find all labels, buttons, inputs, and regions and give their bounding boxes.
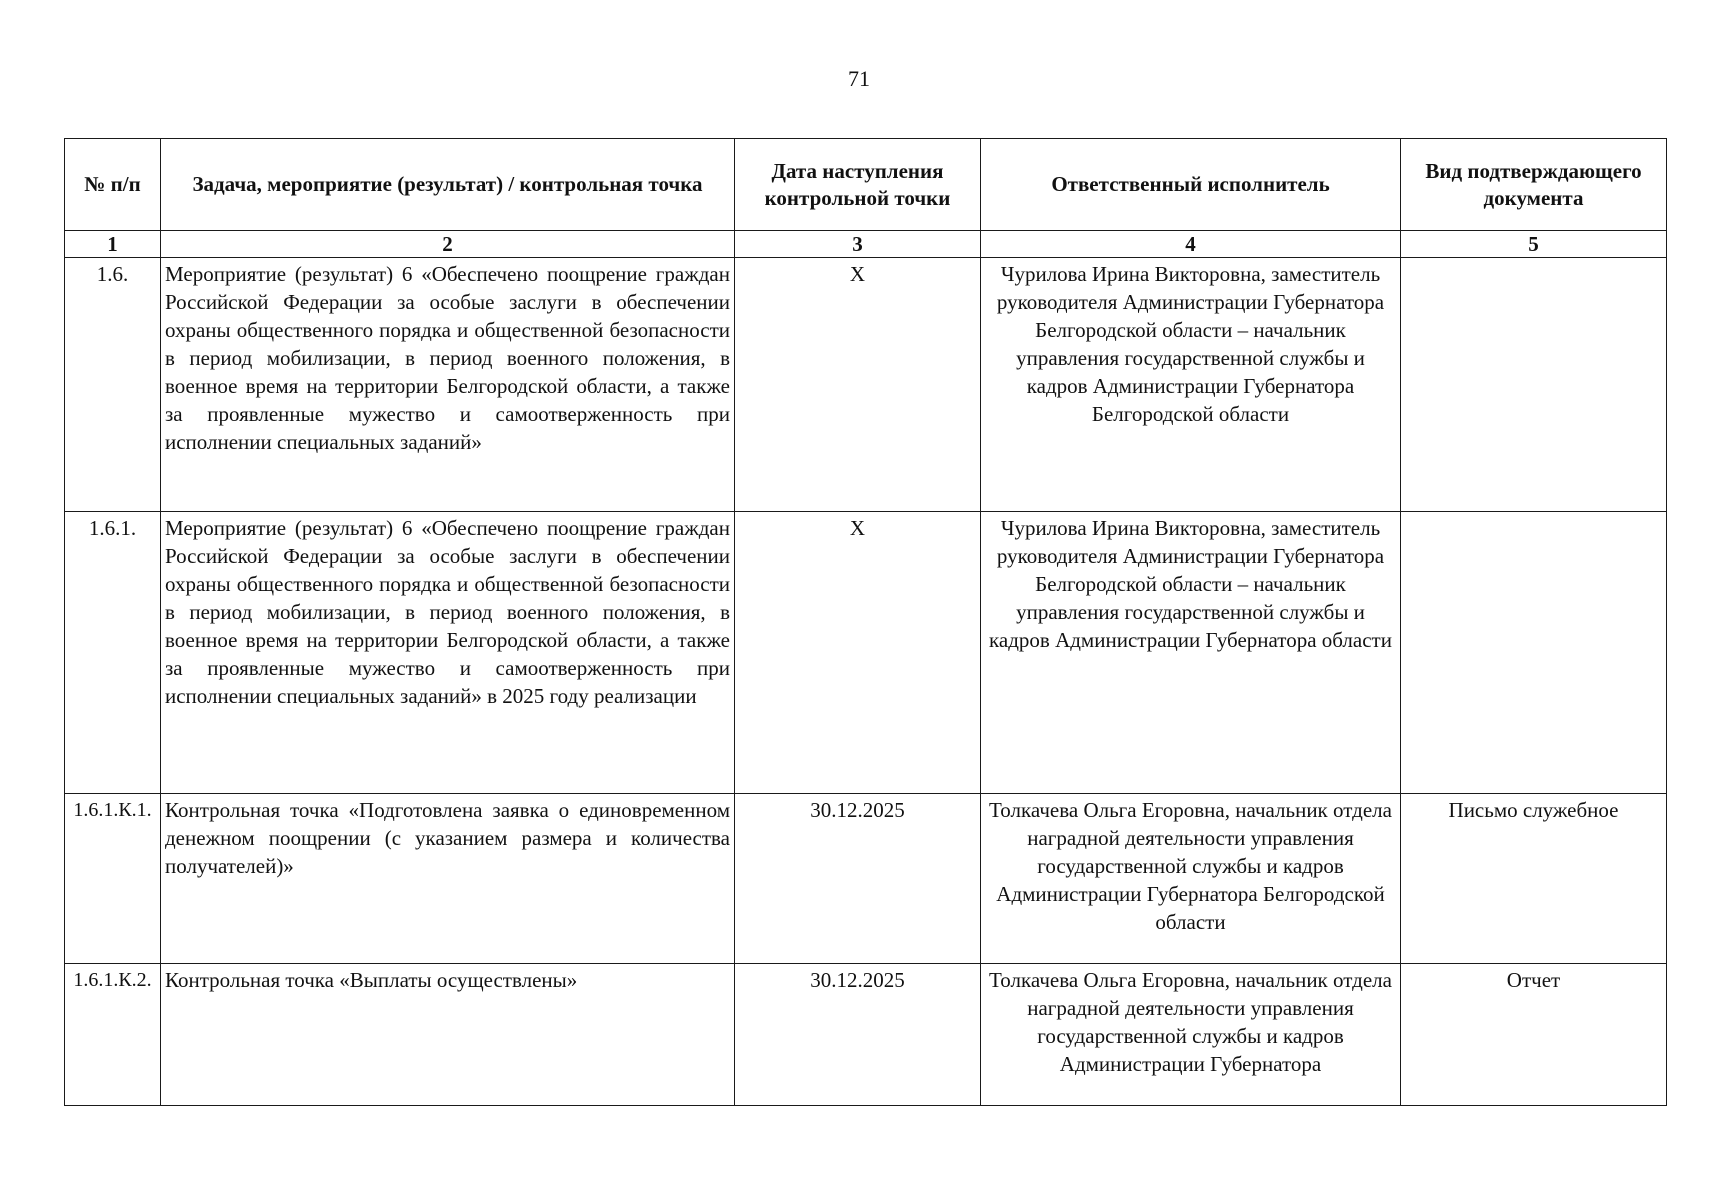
row-document: Отчет: [1401, 964, 1667, 1106]
row-responsible: Чурилова Ирина Викторовна, заместитель руководителя Администрации Губернатора Белгородской области – начальник управления государственной службы и кадров Администрации Губернатора области: [981, 512, 1401, 794]
table-row: [65, 964, 1667, 1106]
row-date: X: [735, 258, 981, 512]
row-task: Контрольная точка «Подготовлена заявка о единовременном денежном поощрении (с указанием размера и количества получателей)»: [161, 794, 735, 964]
header-document: Вид подтверждающего документа: [1401, 139, 1667, 231]
row-number: 1.6.: [65, 258, 161, 512]
row-document: Письмо служебное: [1401, 794, 1667, 964]
row-task: Контрольная точка «Выплаты осуществлены»: [161, 964, 735, 1106]
column-numbers-row: [65, 231, 1667, 258]
header-responsible: Ответственный исполнитель: [981, 139, 1401, 231]
header-number: № п/п: [65, 139, 161, 231]
row-document: [1401, 258, 1667, 512]
column-number: 2: [161, 231, 735, 258]
row-responsible: Толкачева Ольга Егоровна, начальник отдела наградной деятельности управления государственной службы и кадров Администрации Губернатора Белгородской области: [981, 794, 1401, 964]
row-responsible: Толкачева Ольга Егоровна, начальник отдела наградной деятельности управления государственной службы и кадров Администрации Губернатора: [981, 964, 1401, 1106]
header-date: Дата наступления контрольной точки: [735, 139, 981, 231]
table-row: [65, 258, 1667, 512]
column-number: 4: [981, 231, 1401, 258]
header-row: [65, 139, 1667, 231]
row-number: 1.6.1.К.1.: [65, 794, 161, 964]
page-number: 71: [848, 66, 870, 91]
row-document: [1401, 512, 1667, 794]
column-number: 1: [65, 231, 161, 258]
column-number: 5: [1401, 231, 1667, 258]
row-date: 30.12.2025: [735, 964, 981, 1106]
row-date: 30.12.2025: [735, 794, 981, 964]
row-task: Мероприятие (результат) 6 «Обеспечено поощрение граждан Российской Федерации за особые заслуги в обеспечении охраны общественного порядка и общественной безопасности в период мобилизации, в период военного положения, в военное время на территории Белгородской области, а также за проявленные мужество и самоотверженность при исполнении специальных заданий»: [161, 258, 735, 512]
row-date: X: [735, 512, 981, 794]
row-number: 1.6.1.К.2.: [65, 964, 161, 1106]
header-task: Задача, мероприятие (результат) / контрольная точка: [161, 139, 735, 231]
table-row: [65, 512, 1667, 794]
control-points-table: [64, 138, 1667, 1106]
table-row: [65, 794, 1667, 964]
row-task: Мероприятие (результат) 6 «Обеспечено поощрение граждан Российской Федерации за особые заслуги в обеспечении охраны общественного порядка и общественной безопасности в период мобилизации, в период военного положения, в военное время на территории Белгородской области, а также за проявленные мужество и самоотверженность при исполнении специальных заданий» в 2025 году реализации: [161, 512, 735, 794]
row-responsible: Чурилова Ирина Викторовна, заместитель руководителя Администрации Губернатора Белгородской области – начальник управления государственной службы и кадров Администрации Губернатора Белгородской области: [981, 258, 1401, 512]
row-number: 1.6.1.: [65, 512, 161, 794]
column-number: 3: [735, 231, 981, 258]
